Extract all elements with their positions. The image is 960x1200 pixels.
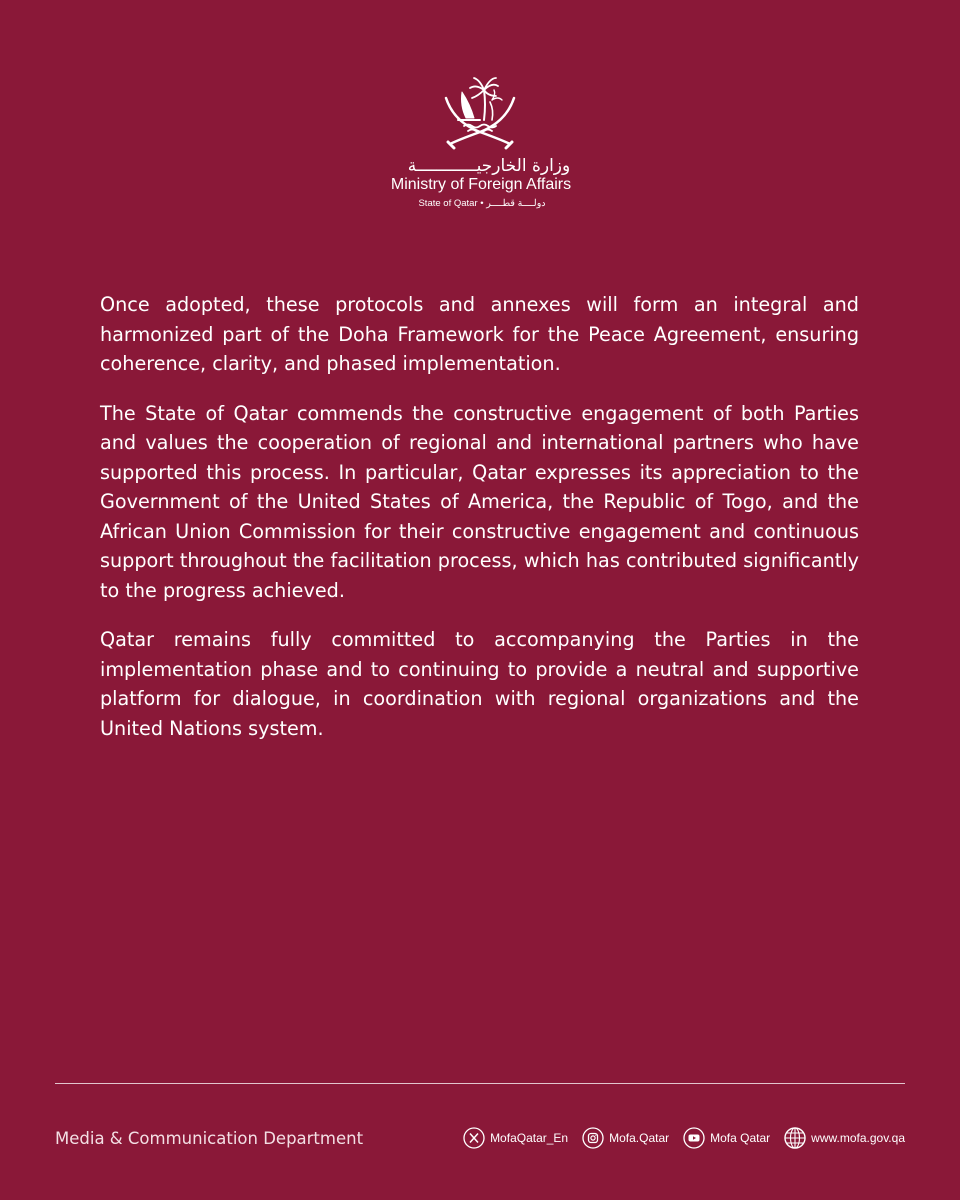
social-links xyxy=(463,1127,905,1149)
social-link-website[interactable] xyxy=(784,1127,905,1149)
social-label-x: MofaQatar_En xyxy=(490,1131,569,1145)
social-link-youtube[interactable] xyxy=(683,1127,770,1149)
paragraph-1: Once adopted, these protocols and annexes will form an integral and harmonized part of the Doha Framework for the Peace Agreement, ensuring coherence, clarity, and phased implementation. xyxy=(100,293,859,375)
footer-divider xyxy=(55,1083,905,1084)
statement-body xyxy=(100,290,859,763)
globe-icon xyxy=(784,1127,806,1149)
social-label-instagram: Mofa.Qatar xyxy=(609,1131,670,1145)
social-link-instagram[interactable] xyxy=(582,1127,669,1149)
social-label-youtube: Mofa Qatar xyxy=(710,1131,771,1145)
ministry-english-name: Ministry of Foreign Affairs xyxy=(390,176,572,193)
youtube-icon xyxy=(683,1127,705,1149)
state-of-qatar-line: State of Qatar • دولــــة قطــــر xyxy=(418,198,546,209)
x-icon xyxy=(463,1127,485,1149)
qatar-emblem-icon xyxy=(440,70,520,154)
department-name: Media & Communication Department xyxy=(55,1129,364,1148)
social-link-x[interactable] xyxy=(463,1127,568,1149)
ministry-arabic-name: وزارة الخارجيــــــــــــة xyxy=(407,156,571,176)
header xyxy=(0,70,960,209)
social-label-website: www.mofa.gov.qa xyxy=(811,1131,905,1145)
paragraph-3: Qatar remains fully committed to accompanying the Parties in the implementation phase and to continuing to provide a neutral and supportive platform for dialogue, in coordination with regional organizations and the United Nations system. xyxy=(100,628,859,740)
instagram-icon xyxy=(582,1127,604,1149)
paragraph-2: The State of Qatar commends the constructive engagement of both Parties and values the cooperation of regional and international partners who have supported this process. In particular, Qatar expresses its appreciation to the Government of the United States of America, the Republic of Togo, and the African Union Commission for their constructive engagement and continuous support throughout the facilitation process, which has contributed significantly to the progress achieved. xyxy=(100,401,859,602)
